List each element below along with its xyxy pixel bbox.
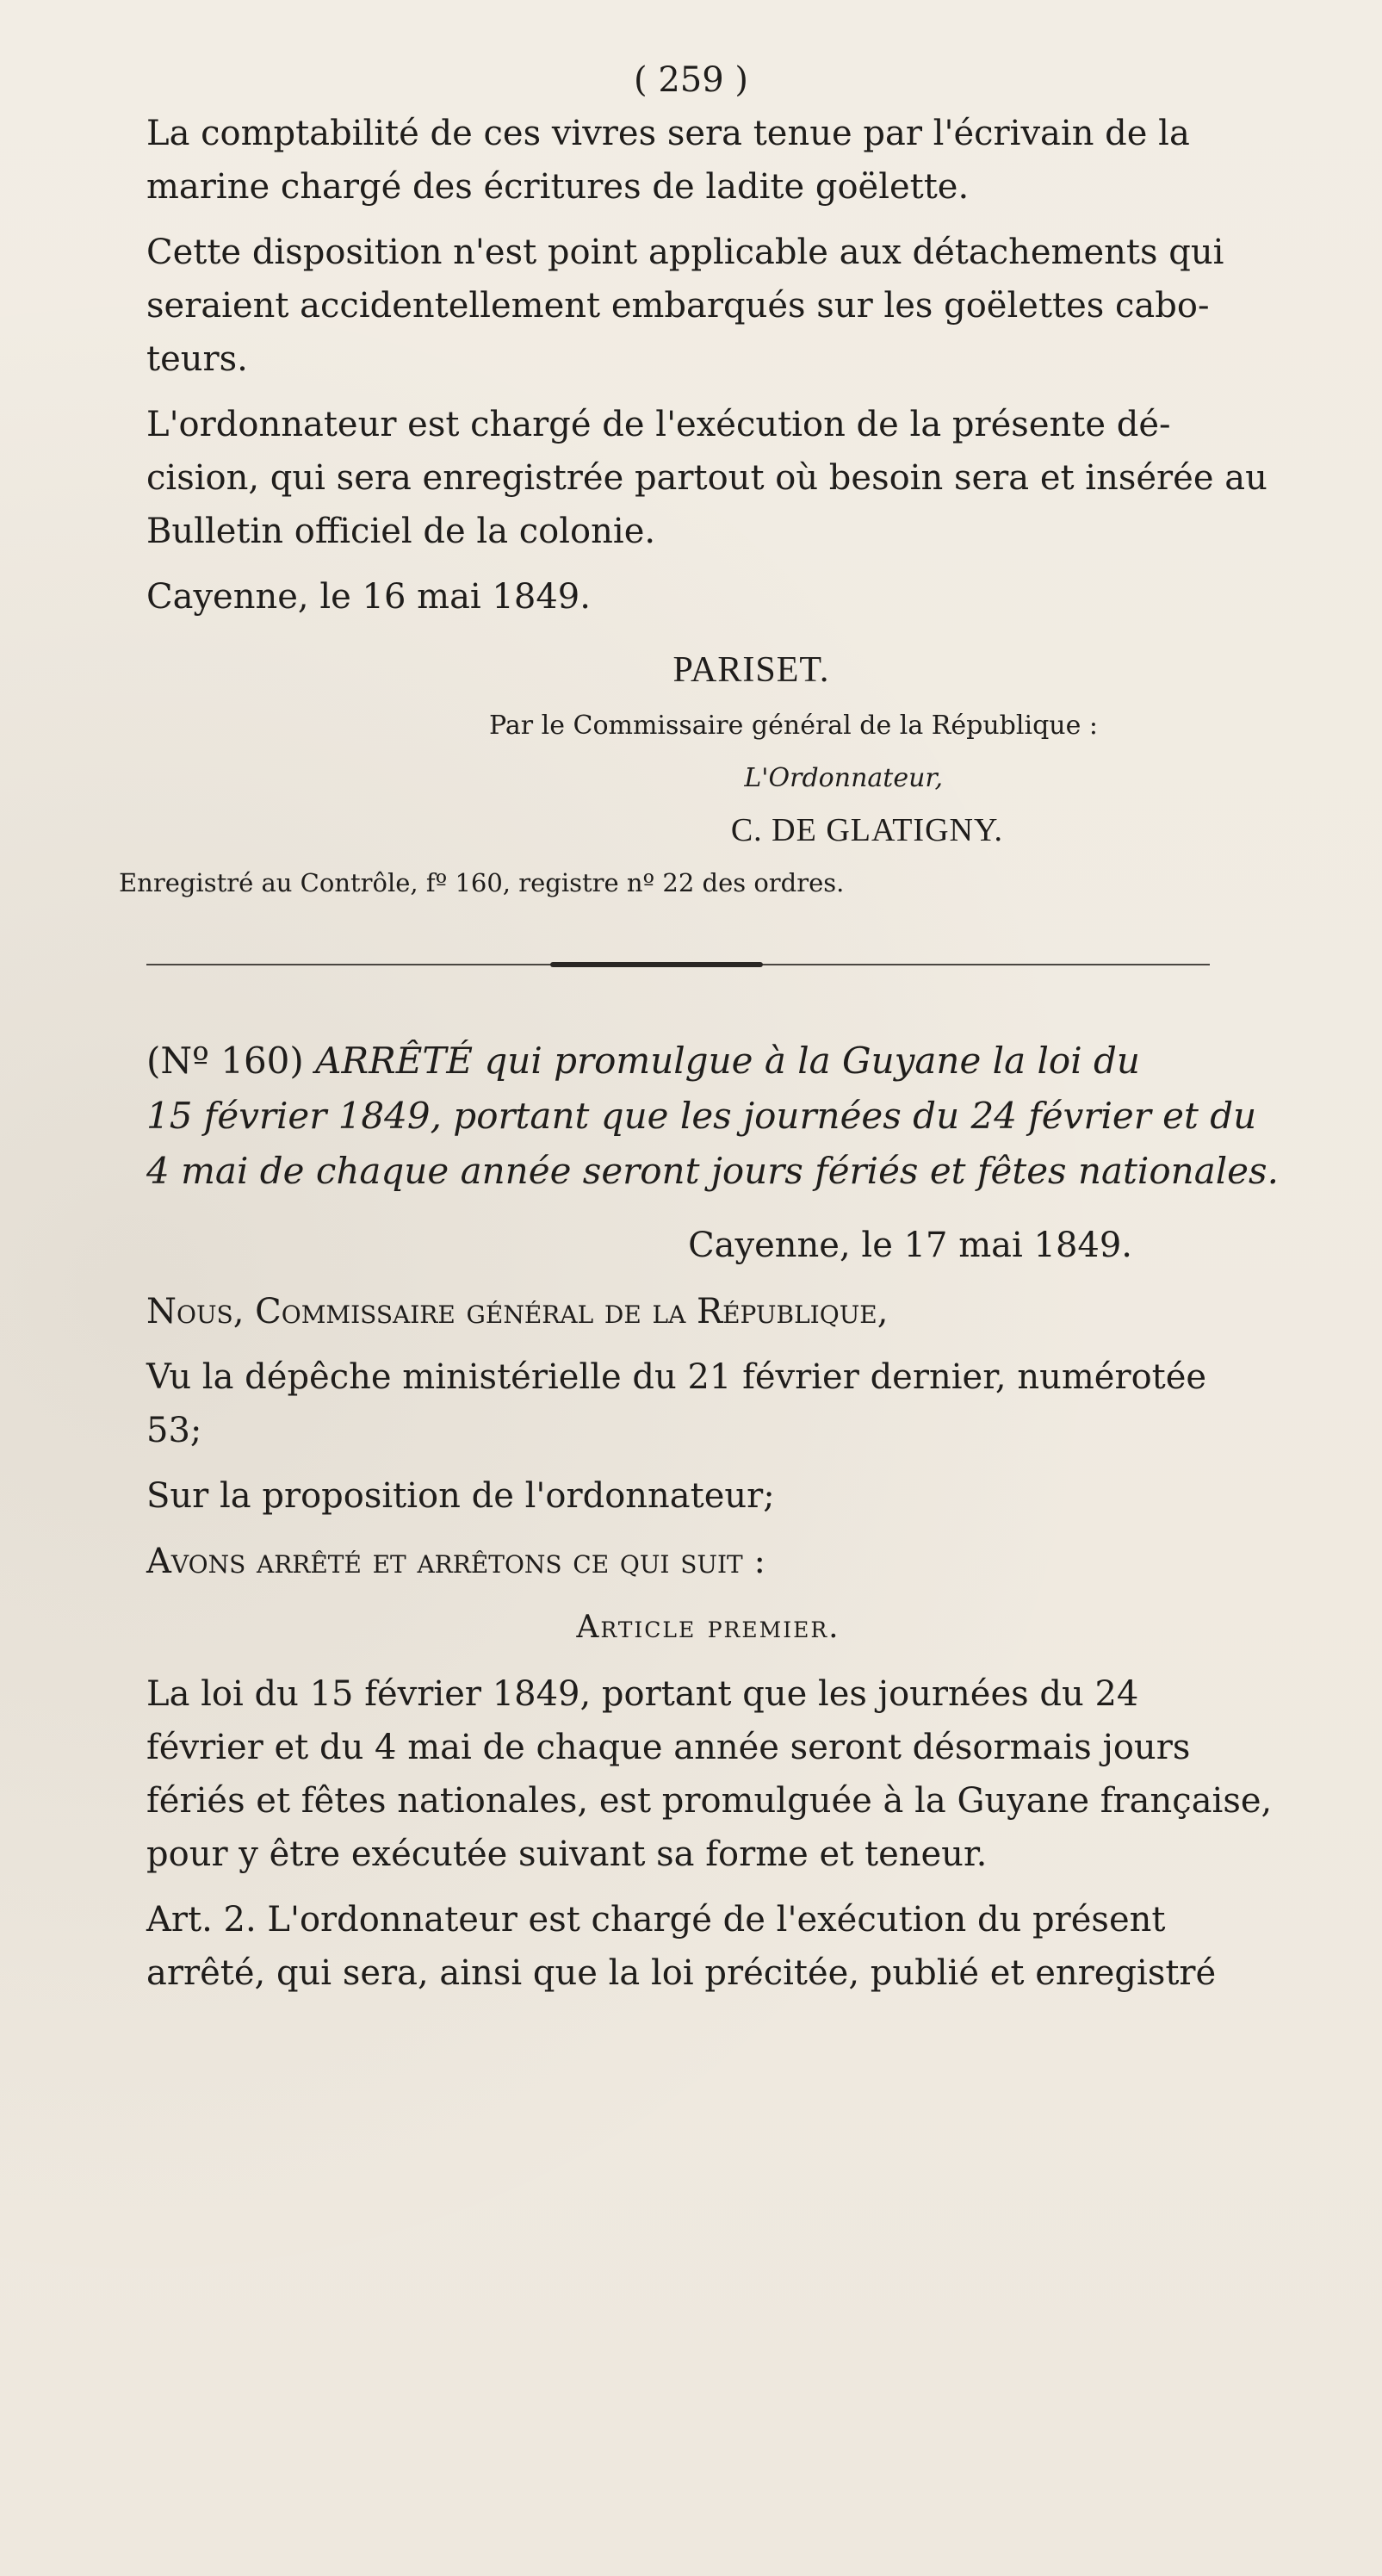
title-line: 15 février 1849, portant que les journées du 24 février et du (146, 1095, 1257, 1137)
title-line: 4 mai de chaque année seront jours fériés et fêtes nationales. (146, 1150, 1279, 1192)
text-line: L'ordonnateur est chargé de l'exécution de la présente dé- (146, 405, 1171, 444)
place-date: Cayenne, le 16 mai 1849. (146, 577, 591, 617)
paragraph-ordonnateur (146, 398, 1270, 558)
signature-par: Par le Commissaire général de la République : (489, 711, 1098, 741)
title-line (146, 1034, 1270, 1089)
paragraph-disposition (146, 226, 1270, 386)
text-line: seraient accidentellement embarqués sur les goëlettes cabo- (146, 286, 1210, 326)
text-line: Cette disposition n'est point applicable aux détachements qui (146, 233, 1224, 272)
text-line: La loi du 15 février 1849, portant que les journées du 24 (146, 1674, 1139, 1714)
page-number: ( 259 ) (634, 60, 748, 100)
sur-line: Sur la proposition de l'ordonnateur; (146, 1476, 775, 1516)
registration-note: Enregistré au Contrôle, fº 160, registre nº 22 des ordres. (119, 868, 845, 897)
text-line: marine chargé des écritures de ladite goëlette. (146, 167, 970, 207)
countersignature: C. DE GLATIGNY. (730, 812, 1003, 848)
paragraph-vivres (146, 107, 1270, 214)
article-2 (146, 1893, 1270, 2000)
avons-line: Avons arrêté et arrêtons ce qui suit : (146, 1542, 765, 1581)
text-line: cision, qui sera enregistrée partout où besoin sera et insérée au (146, 458, 1267, 498)
text-line: 53; (146, 1411, 202, 1450)
text-line: février et du 4 mai de chaque année seront désormais jours (146, 1728, 1191, 1767)
signature-name: PARISET. (672, 650, 830, 690)
article-heading: Article premier. (576, 1610, 840, 1645)
text-line: Art. 2. L'ordonnateur est chargé de l'exécution du présent (146, 1900, 1166, 1940)
article-1 (146, 1667, 1273, 1881)
text-line: pour y être exécutée suivant sa forme et teneur. (146, 1834, 988, 1874)
text-line: La comptabilité de ces vivres sera tenue par l'écrivain de la (146, 114, 1190, 153)
signature-role: L'Ordonnateur, (744, 763, 943, 793)
arrete-number: (Nº 160) (146, 1040, 304, 1082)
arrete-title (146, 1034, 1279, 1199)
text-line: fériés et fêtes nationales, est promulguée à la Guyane française, (146, 1781, 1273, 1821)
text-line: Vu la dépêche ministérielle du 21 février dernier, numérotée (146, 1357, 1207, 1397)
arrete-date: Cayenne, le 17 mai 1849. (688, 1226, 1132, 1265)
vu-paragraph (146, 1350, 1270, 1457)
section-divider (146, 961, 1210, 968)
text-line: arrêté, qui sera, ainsi que la loi précitée, publié et enregistré (146, 1953, 1217, 1993)
text-line: Bulletin officiel de la colonie. (146, 512, 656, 551)
nous-line: Nous, Commissaire général de la République, (146, 1292, 889, 1331)
title-text: ARRÊTÉ qui promulgue à la Guyane la loi du (303, 1040, 1140, 1082)
text-line: teurs. (146, 339, 248, 379)
